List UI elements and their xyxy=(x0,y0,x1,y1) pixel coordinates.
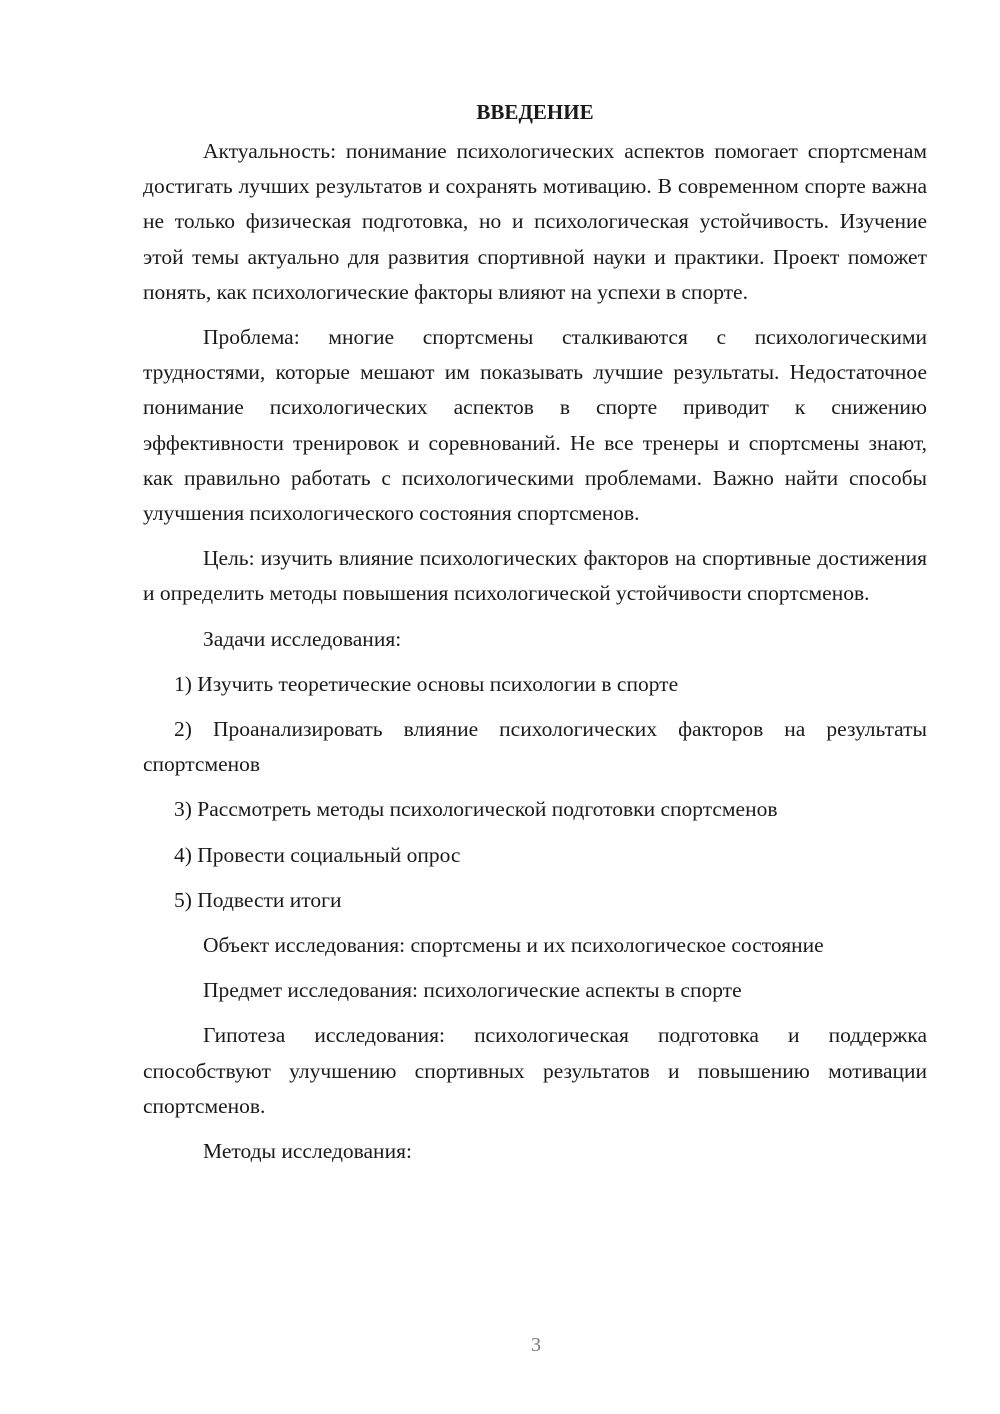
paragraph-goal: Цель: изучить влияние психологических факторов на спортивные достижения и определить методы повышения психологической устойчивости спортсменов. xyxy=(143,546,927,606)
paragraph-problem: Проблема: многие спортсмены сталкиваются с психологическими трудностями, которые мешают им показывать лучшие результаты. Недостаточное понимание психологических аспектов в спорте приводит к снижению эффективности тренировок и соревнований. Не все тренеры и спортсмены знают, как правильно работать с психологическими проблемами. Важно найти способы улучшения психологического состояния спортсменов. xyxy=(143,325,927,526)
list-item-task-2: 2) Проанализировать влияние психологических факторов на результаты спортсменов xyxy=(143,717,927,777)
paragraph-tasks-heading: Задачи исследования: xyxy=(203,626,402,651)
paragraph-object: Объект исследования: спортсмены и их психологическое состояние xyxy=(203,933,824,958)
paragraph-hypothesis: Гипотеза исследования: психологическая подготовка и поддержка способствуют улучшению спортивных результатов и повышению мотивации спортсменов. xyxy=(143,1023,927,1118)
page-content xyxy=(143,98,927,1179)
paragraph-subject: Предмет исследования: психологические аспекты в спорте xyxy=(203,978,742,1003)
list-item-task-4: 4) Провести социальный опрос xyxy=(174,842,461,867)
paragraph-methods-heading: Методы исследования: xyxy=(203,1139,412,1164)
page-number: 3 xyxy=(531,1334,541,1356)
section-title: ВВЕДЕНИЕ xyxy=(476,100,594,124)
list-item-task-1: 1) Изучить теоретические основы психологии в спорте xyxy=(174,671,679,696)
paragraph-relevance: Актуальность: понимание психологических аспектов помогает спортсменам достигать лучших результатов и сохранять мотивацию. В современном спорте важна не только физическая подготовка, но и психологическая устойчивость. Изучение этой темы актуально для развития спортивной науки и практики. Проект поможет понять, как психологические факторы влияют на успехи в спорте. xyxy=(143,139,927,304)
list-item-task-3: 3) Рассмотреть методы психологической подготовки спортсменов xyxy=(174,797,778,822)
list-item-task-5: 5) Подвести итоги xyxy=(174,887,342,912)
